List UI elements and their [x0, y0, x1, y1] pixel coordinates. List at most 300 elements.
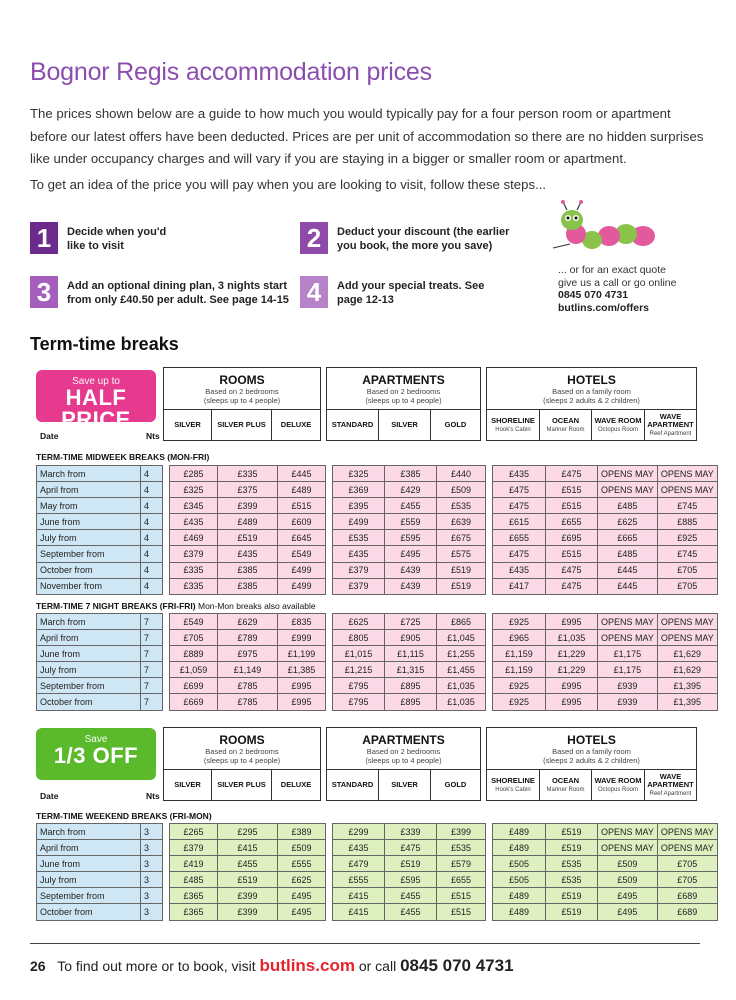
half-price-badge — [36, 370, 156, 432]
price-cell: £515 — [278, 498, 326, 514]
price-cell: £335 — [170, 578, 218, 594]
price-cell: £389 — [278, 824, 326, 840]
rooms-title: ROOMS — [219, 733, 265, 747]
column-gap — [163, 530, 170, 546]
col-sub: Octopus Room — [597, 786, 639, 793]
col-standard: STANDARD — [327, 770, 379, 800]
section-title: Term-time breaks — [30, 334, 179, 354]
price-cell: OPENS MAY — [657, 840, 717, 856]
column-gap — [163, 694, 170, 710]
column-gap — [326, 466, 333, 482]
column-gap — [163, 562, 170, 578]
price-cell: £835 — [278, 614, 326, 630]
column-gap — [486, 646, 493, 662]
price-cell: £399 — [218, 888, 278, 904]
column-gap — [163, 678, 170, 694]
nights-cell: 4 — [141, 546, 163, 562]
price-cell: £455 — [385, 888, 437, 904]
footer-text: To find out more or to book, visit — [57, 958, 256, 974]
column-gap — [486, 466, 493, 482]
col-deluxe: DELUXE — [280, 420, 312, 429]
column-gap — [163, 514, 170, 530]
price-cell: £505 — [493, 872, 546, 888]
col-wave-apartment — [645, 770, 696, 800]
price-cell: £435 — [493, 466, 546, 482]
hotels-title: HOTELS — [567, 733, 616, 747]
footer-phone[interactable]: 0845 070 4731 — [400, 956, 514, 975]
price-cell: £925 — [493, 678, 546, 694]
column-gap — [163, 856, 170, 872]
column-gap — [486, 482, 493, 498]
price-table — [36, 613, 718, 711]
price-cell: £489 — [278, 482, 326, 498]
price-cell: £1,149 — [218, 662, 278, 678]
table-row — [37, 482, 718, 498]
column-gap — [486, 530, 493, 546]
price-cell: £519 — [218, 872, 278, 888]
footer — [30, 956, 514, 976]
col-main: WAVE ROOM — [594, 415, 642, 425]
nights-cell: 4 — [141, 530, 163, 546]
price-cell: £399 — [218, 498, 278, 514]
nights-cell: 7 — [141, 694, 163, 710]
price-cell: OPENS MAY — [598, 840, 658, 856]
price-cell: £689 — [657, 904, 717, 920]
col-ocean — [540, 770, 592, 800]
price-cell: £369 — [333, 482, 385, 498]
price-cell: £519 — [546, 840, 598, 856]
footer-website-link[interactable]: butlins.com — [259, 956, 355, 975]
table-row — [37, 514, 718, 530]
price-cell: £575 — [437, 546, 486, 562]
price-cell: £495 — [598, 904, 658, 920]
price-cell: £625 — [333, 614, 385, 630]
nights-cell: 7 — [141, 614, 163, 630]
price-cell: £805 — [333, 630, 385, 646]
nights-label: Nts — [146, 791, 160, 801]
quote-url-link[interactable]: butlins.com/offers — [558, 301, 650, 314]
price-cell: £495 — [278, 904, 326, 920]
hotels-title: HOTELS — [567, 373, 616, 387]
price-cell: £699 — [170, 678, 218, 694]
price-cell: £515 — [546, 546, 598, 562]
price-cell: £1,229 — [546, 662, 598, 678]
price-cell: £889 — [170, 646, 218, 662]
quote-phone[interactable]: 0845 070 4731 — [558, 289, 629, 301]
column-gap — [326, 678, 333, 694]
price-cell: £865 — [437, 614, 486, 630]
col-main: WAVE ROOM — [594, 775, 642, 785]
price-cell: £295 — [218, 824, 278, 840]
price-cell: £1,175 — [598, 646, 658, 662]
date-cell: March from — [37, 824, 141, 840]
col-silver: SILVER — [164, 770, 212, 800]
footer-divider — [30, 943, 700, 944]
price-cell: £495 — [278, 888, 326, 904]
price-cell: £469 — [170, 530, 218, 546]
hotels-sub: Based on a family room — [552, 747, 631, 756]
quote-info — [558, 264, 677, 314]
nights-cell: 4 — [141, 562, 163, 578]
price-cell: £489 — [493, 824, 546, 840]
price-cell: £1,455 — [437, 662, 486, 678]
price-cell: £1,059 — [170, 662, 218, 678]
price-cell: £379 — [170, 840, 218, 856]
price-cell: £1,315 — [385, 662, 437, 678]
col-silver: SILVER — [379, 410, 431, 440]
price-cell: £399 — [437, 824, 486, 840]
column-gap — [486, 562, 493, 578]
price-cell: OPENS MAY — [598, 824, 658, 840]
column-gap — [163, 482, 170, 498]
column-gap — [163, 614, 170, 630]
price-cell: £1,629 — [657, 646, 717, 662]
price-cell: OPENS MAY — [598, 466, 658, 482]
price-cell: £995 — [278, 678, 326, 694]
price-cell: £435 — [333, 546, 385, 562]
column-gap — [163, 872, 170, 888]
price-table — [36, 823, 718, 921]
step-text: Decide when you'd like to visit — [67, 226, 167, 252]
column-gap — [326, 646, 333, 662]
price-cell: £475 — [493, 498, 546, 514]
price-cell: £325 — [170, 482, 218, 498]
date-cell: April from — [37, 482, 141, 498]
price-cell: £655 — [437, 872, 486, 888]
column-gap — [326, 498, 333, 514]
date-cell: March from — [37, 614, 141, 630]
table-row — [37, 694, 718, 710]
price-cell: £939 — [598, 678, 658, 694]
price-cell: OPENS MAY — [598, 630, 658, 646]
col-sub: Mariner Room — [546, 426, 585, 433]
price-cell: £379 — [333, 562, 385, 578]
column-gap — [486, 630, 493, 646]
sevennight-title-text: TERM-TIME 7 NIGHT BREAKS (FRI-FRI) — [36, 601, 196, 611]
price-cell: £415 — [333, 888, 385, 904]
date-cell: April from — [37, 630, 141, 646]
price-cell: £509 — [598, 872, 658, 888]
table-row — [37, 546, 718, 562]
date-cell: September from — [37, 546, 141, 562]
col-sub: Hook's Cabin — [495, 426, 531, 433]
col-main: SHORELINE — [491, 775, 535, 785]
col-gold: GOLD — [444, 780, 467, 789]
price-cell: £385 — [218, 562, 278, 578]
hotels-sub: (sleeps 2 adults & 2 children) — [543, 756, 640, 765]
step-number: 4 — [300, 276, 328, 308]
table-row — [37, 824, 718, 840]
badge-small-text: Save up to — [72, 376, 120, 387]
table-row — [37, 614, 718, 630]
price-cell: £489 — [493, 904, 546, 920]
column-gap — [326, 530, 333, 546]
rooms-sub: Based on 2 bedrooms — [205, 747, 279, 756]
price-cell: £435 — [218, 546, 278, 562]
price-cell: £435 — [170, 514, 218, 530]
price-cell: £1,035 — [546, 630, 598, 646]
apartments-sub: Based on 2 bedrooms — [366, 387, 441, 396]
price-cell: £475 — [546, 466, 598, 482]
rooms-title: ROOMS — [219, 373, 265, 387]
price-cell: £795 — [333, 678, 385, 694]
price-cell: £669 — [170, 694, 218, 710]
weekend-title: TERM-TIME WEEKEND BREAKS (FRI-MON) — [36, 811, 212, 821]
price-cell: £895 — [385, 694, 437, 710]
price-cell: £645 — [278, 530, 326, 546]
date-cell: September from — [37, 888, 141, 904]
price-cell: £535 — [437, 840, 486, 856]
price-cell: £485 — [598, 498, 658, 514]
date-cell: July from — [37, 872, 141, 888]
apartments-header — [326, 727, 481, 801]
price-cell: OPENS MAY — [598, 614, 658, 630]
col-wave-room — [592, 410, 645, 440]
price-cell: £515 — [546, 498, 598, 514]
price-cell: £455 — [385, 498, 437, 514]
badge-big-text: HALF PRICE — [61, 385, 131, 432]
step-number: 2 — [300, 222, 328, 254]
price-cell: £595 — [385, 530, 437, 546]
col-silver-plus: SILVER PLUS — [212, 410, 272, 440]
price-cell: £695 — [546, 530, 598, 546]
column-gap — [326, 840, 333, 856]
price-cell: £1,175 — [598, 662, 658, 678]
price-cell: £705 — [657, 562, 717, 578]
col-standard: STANDARD — [327, 410, 379, 440]
step-text: Add an optional dining plan, 3 nights start from only £40.50 per adult. See page 14-15 — [67, 280, 289, 306]
column-gap — [486, 546, 493, 562]
price-cell: £495 — [598, 888, 658, 904]
table-row — [37, 888, 718, 904]
table-row — [37, 530, 718, 546]
col-sub: Mariner Room — [546, 786, 585, 793]
date-label: Date — [40, 791, 59, 801]
column-gap — [326, 482, 333, 498]
column-gap — [486, 678, 493, 694]
apartments-header — [326, 367, 481, 441]
hotels-sub: (sleeps 2 adults & 2 children) — [543, 396, 640, 405]
price-cell: £1,045 — [437, 630, 486, 646]
price-cell: £439 — [385, 578, 437, 594]
price-cell: £535 — [546, 856, 598, 872]
price-cell: £609 — [278, 514, 326, 530]
col-sub: Reef Apartment — [649, 790, 692, 797]
intro-paragraph: The prices shown below are a guide to how much you would typically pay for a four person room or apartment before our latest offers have been deducted. Prices are per unit of accommodation so there are no hidden surprises like under occupancy charges and will vary if you are staying in a bigger or smaller room or apartment. — [30, 106, 704, 166]
date-cell: July from — [37, 530, 141, 546]
column-gap — [486, 578, 493, 594]
column-gap — [163, 824, 170, 840]
price-cell: OPENS MAY — [657, 630, 717, 646]
price-cell: £399 — [218, 904, 278, 920]
apartments-sub: (sleeps up to 4 people) — [365, 396, 442, 405]
price-cell: £705 — [657, 872, 717, 888]
column-gap — [326, 662, 333, 678]
price-cell: £675 — [437, 530, 486, 546]
price-cell: £1,629 — [657, 662, 717, 678]
step-number: 1 — [30, 222, 58, 254]
column-gap — [326, 514, 333, 530]
nights-cell: 7 — [141, 646, 163, 662]
price-cell: £595 — [385, 872, 437, 888]
step-1 — [30, 222, 220, 254]
price-cell: £485 — [598, 546, 658, 562]
price-cell: £489 — [493, 888, 546, 904]
column-gap — [326, 856, 333, 872]
column-gap — [163, 888, 170, 904]
price-cell: £999 — [278, 630, 326, 646]
step-text: Deduct your discount (the earlier you book, the more you save) — [337, 226, 510, 252]
column-gap — [326, 614, 333, 630]
table-row — [37, 662, 718, 678]
price-cell: £725 — [385, 614, 437, 630]
price-cell: OPENS MAY — [598, 482, 658, 498]
badge-big-text: 1/3 OFF — [53, 743, 139, 768]
price-cell: £439 — [385, 562, 437, 578]
table-row — [37, 466, 718, 482]
column-gap — [163, 546, 170, 562]
date-label: Date — [40, 431, 59, 441]
price-cell: £1,115 — [385, 646, 437, 662]
price-cell: £455 — [385, 904, 437, 920]
column-gap — [326, 872, 333, 888]
quote-line-1: ... or for an exact quote — [558, 264, 666, 276]
price-cell: £995 — [546, 678, 598, 694]
col-silver: SILVER — [379, 770, 431, 800]
col-sub: Reef Apartment — [649, 430, 692, 437]
price-cell: £519 — [546, 824, 598, 840]
price-cell: £745 — [657, 546, 717, 562]
price-cell: £365 — [170, 888, 218, 904]
nights-cell: 3 — [141, 840, 163, 856]
column-gap — [163, 466, 170, 482]
col-main: OCEAN — [551, 775, 580, 785]
price-cell: £995 — [546, 694, 598, 710]
step-number: 3 — [30, 276, 58, 308]
quote-line-2: give us a call or go online — [558, 276, 677, 289]
price-cell: £475 — [546, 562, 598, 578]
price-cell: £885 — [657, 514, 717, 530]
price-cell: £475 — [493, 546, 546, 562]
rooms-header — [163, 727, 321, 801]
table-row — [37, 630, 718, 646]
table-row — [37, 562, 718, 578]
price-cell: £665 — [598, 530, 658, 546]
table-row — [37, 856, 718, 872]
price-cell: £1,385 — [278, 662, 326, 678]
price-cell: £445 — [278, 466, 326, 482]
step-text: Add your special treats. See page 12-13 — [337, 280, 485, 306]
price-cell: £379 — [170, 546, 218, 562]
price-cell: £509 — [278, 840, 326, 856]
price-cell: £689 — [657, 888, 717, 904]
price-table — [36, 465, 718, 595]
price-cell: £519 — [437, 562, 486, 578]
price-cell: £555 — [333, 872, 385, 888]
date-cell: October from — [37, 904, 141, 920]
price-cell: £1,395 — [657, 694, 717, 710]
table-row — [37, 904, 718, 920]
table-row — [37, 646, 718, 662]
price-cell: £795 — [333, 694, 385, 710]
caterpillar-mascot-icon — [548, 200, 668, 260]
price-cell: £905 — [385, 630, 437, 646]
column-gap — [163, 662, 170, 678]
date-cell: October from — [37, 694, 141, 710]
table-row — [37, 498, 718, 514]
col-wave-apartment — [645, 410, 696, 440]
price-cell: £379 — [333, 578, 385, 594]
price-cell: £375 — [218, 482, 278, 498]
price-cell: £1,035 — [437, 678, 486, 694]
price-cell: £415 — [218, 840, 278, 856]
col-main: OCEAN — [551, 415, 580, 425]
column-gap — [326, 824, 333, 840]
price-cell: £285 — [170, 466, 218, 482]
date-cell: November from — [37, 578, 141, 594]
price-cell: £515 — [437, 904, 486, 920]
column-gap — [486, 662, 493, 678]
price-cell: £365 — [170, 904, 218, 920]
price-cell: OPENS MAY — [657, 614, 717, 630]
price-cell: £535 — [437, 498, 486, 514]
date-cell: March from — [37, 466, 141, 482]
col-main: SHORELINE — [491, 415, 535, 425]
price-cell: £1,229 — [546, 646, 598, 662]
hotels-sub: Based on a family room — [552, 387, 631, 396]
price-cell: £615 — [493, 514, 546, 530]
col-sub: Hook's Cabin — [495, 786, 531, 793]
price-cell: £445 — [598, 562, 658, 578]
col-main: WAVE APARTMENT — [647, 411, 694, 429]
third-off-badge — [36, 728, 156, 780]
price-cell: £1,255 — [437, 646, 486, 662]
price-cell: £549 — [278, 546, 326, 562]
price-cell: £417 — [493, 578, 546, 594]
date-cell: June from — [37, 514, 141, 530]
col-shoreline — [487, 770, 540, 800]
nights-cell: 4 — [141, 514, 163, 530]
price-cell: £559 — [385, 514, 437, 530]
date-cell: September from — [37, 678, 141, 694]
page-title: Bognor Regis accommodation prices — [30, 58, 432, 86]
nights-cell: 7 — [141, 662, 163, 678]
column-gap — [326, 562, 333, 578]
nights-cell: 3 — [141, 888, 163, 904]
footer-or-call: or call — [358, 958, 397, 974]
price-cell: £419 — [170, 856, 218, 872]
column-gap — [163, 498, 170, 514]
price-cell: £555 — [278, 856, 326, 872]
step-3 — [30, 276, 290, 308]
price-cell: £1,159 — [493, 646, 546, 662]
price-cell: £475 — [493, 482, 546, 498]
column-gap — [486, 840, 493, 856]
apartments-title: APARTMENTS — [362, 373, 445, 387]
price-cell: £265 — [170, 824, 218, 840]
col-deluxe: DELUXE — [280, 780, 312, 789]
price-cell: £625 — [598, 514, 658, 530]
price-cell: £519 — [385, 856, 437, 872]
nights-cell: 3 — [141, 904, 163, 920]
sevennight-title — [36, 601, 316, 611]
price-cell: £705 — [657, 856, 717, 872]
date-cell: April from — [37, 840, 141, 856]
col-gold: GOLD — [444, 420, 467, 429]
price-cell: £1,199 — [278, 646, 326, 662]
column-gap — [486, 872, 493, 888]
price-cell: £939 — [598, 694, 658, 710]
